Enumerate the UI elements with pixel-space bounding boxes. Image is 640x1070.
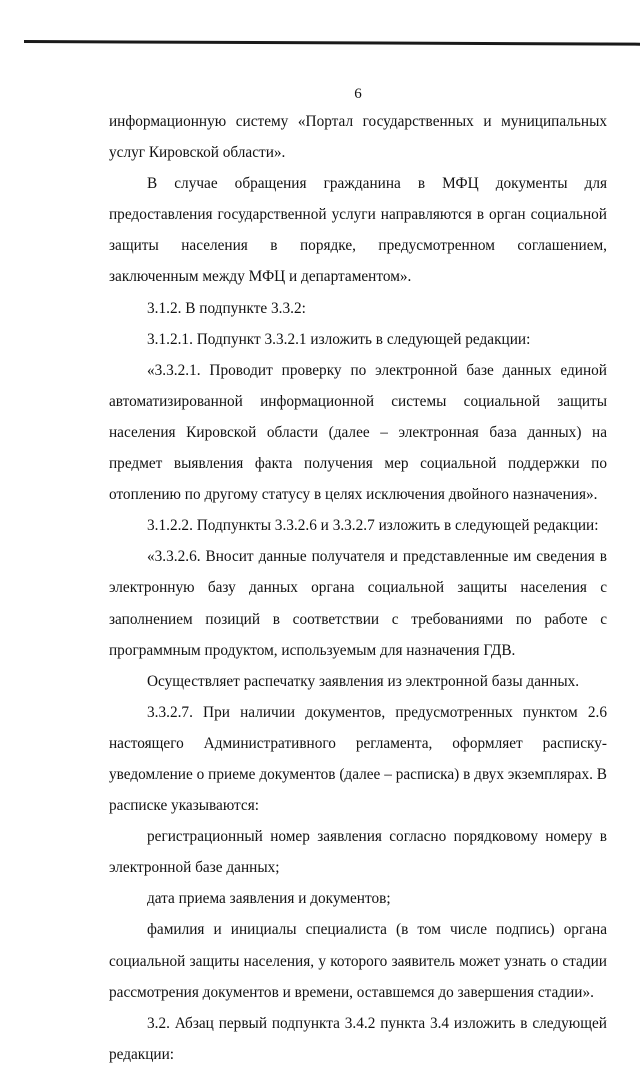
paragraph: 3.2. Абзац первый подпункта 3.4.2 пункта 3.4 изложить в следующей редакции: <box>109 1014 607 1063</box>
paragraph: 3.1.2.1. Подпункт 3.3.2.1 изложить в следующей редакции: <box>147 330 531 348</box>
paragraph: 3.1.2. В подпункте 3.3.2: <box>147 299 306 317</box>
paragraph: «3.3.2.6. Вносит данные получателя и представленные им сведения в электронную базу данных органа социальной защиты населения с заполнением позиций в соответствии с требованиями по работе с программным продуктом, используемым для назначения ГДВ. <box>109 548 607 659</box>
page-number: 6 <box>354 86 362 102</box>
paragraph: регистрационный номер заявления согласно порядковому номеру в электронной базе данных; <box>109 828 607 877</box>
top-border-line <box>24 40 640 46</box>
paragraph: В случае обращения гражданина в МФЦ документы для предоставления государственной услуги направляются в орган социальной защиты населения в порядке, предусмотренном соглашением, заключенным между МФЦ и департаментом». <box>109 175 607 286</box>
document-body <box>109 106 607 1070</box>
paragraph: Осуществляет распечатку заявления из электронной базы данных. <box>147 672 580 690</box>
paragraph: 3.1.2.2. Подпункты 3.3.2.6 и 3.3.2.7 изложить в следующей редакции: <box>147 517 599 535</box>
paragraph: «3.3.2.1. Проводит проверку по электронной базе данных единой автоматизированной информационной системы социальной защиты населения Кировской области (далее – электронная база данных) на предмет выявления факта получения мер социальной поддержки по отоплению по другому статусу в целях исключения двойного назначения». <box>109 361 607 504</box>
paragraph: фамилия и инициалы специалиста (в том числе подпись) органа социальной защиты населения, у которого заявитель может узнать о стадии рассмотрения документов и времени, оставшемся до завершения стадии». <box>109 921 607 1001</box>
paragraph: 3.3.2.7. При наличии документов, предусмотренных пунктом 2.6 настоящего Административного регламента, оформляет расписку-уведомление о приеме документов (далее – расписка) в двух экземплярах. В расписке указываются: <box>109 703 607 815</box>
paragraph: информационную систему «Портал государственных и муниципальных услуг Кировской области». <box>109 113 607 162</box>
paragraph: дата приема заявления и документов; <box>147 890 391 908</box>
